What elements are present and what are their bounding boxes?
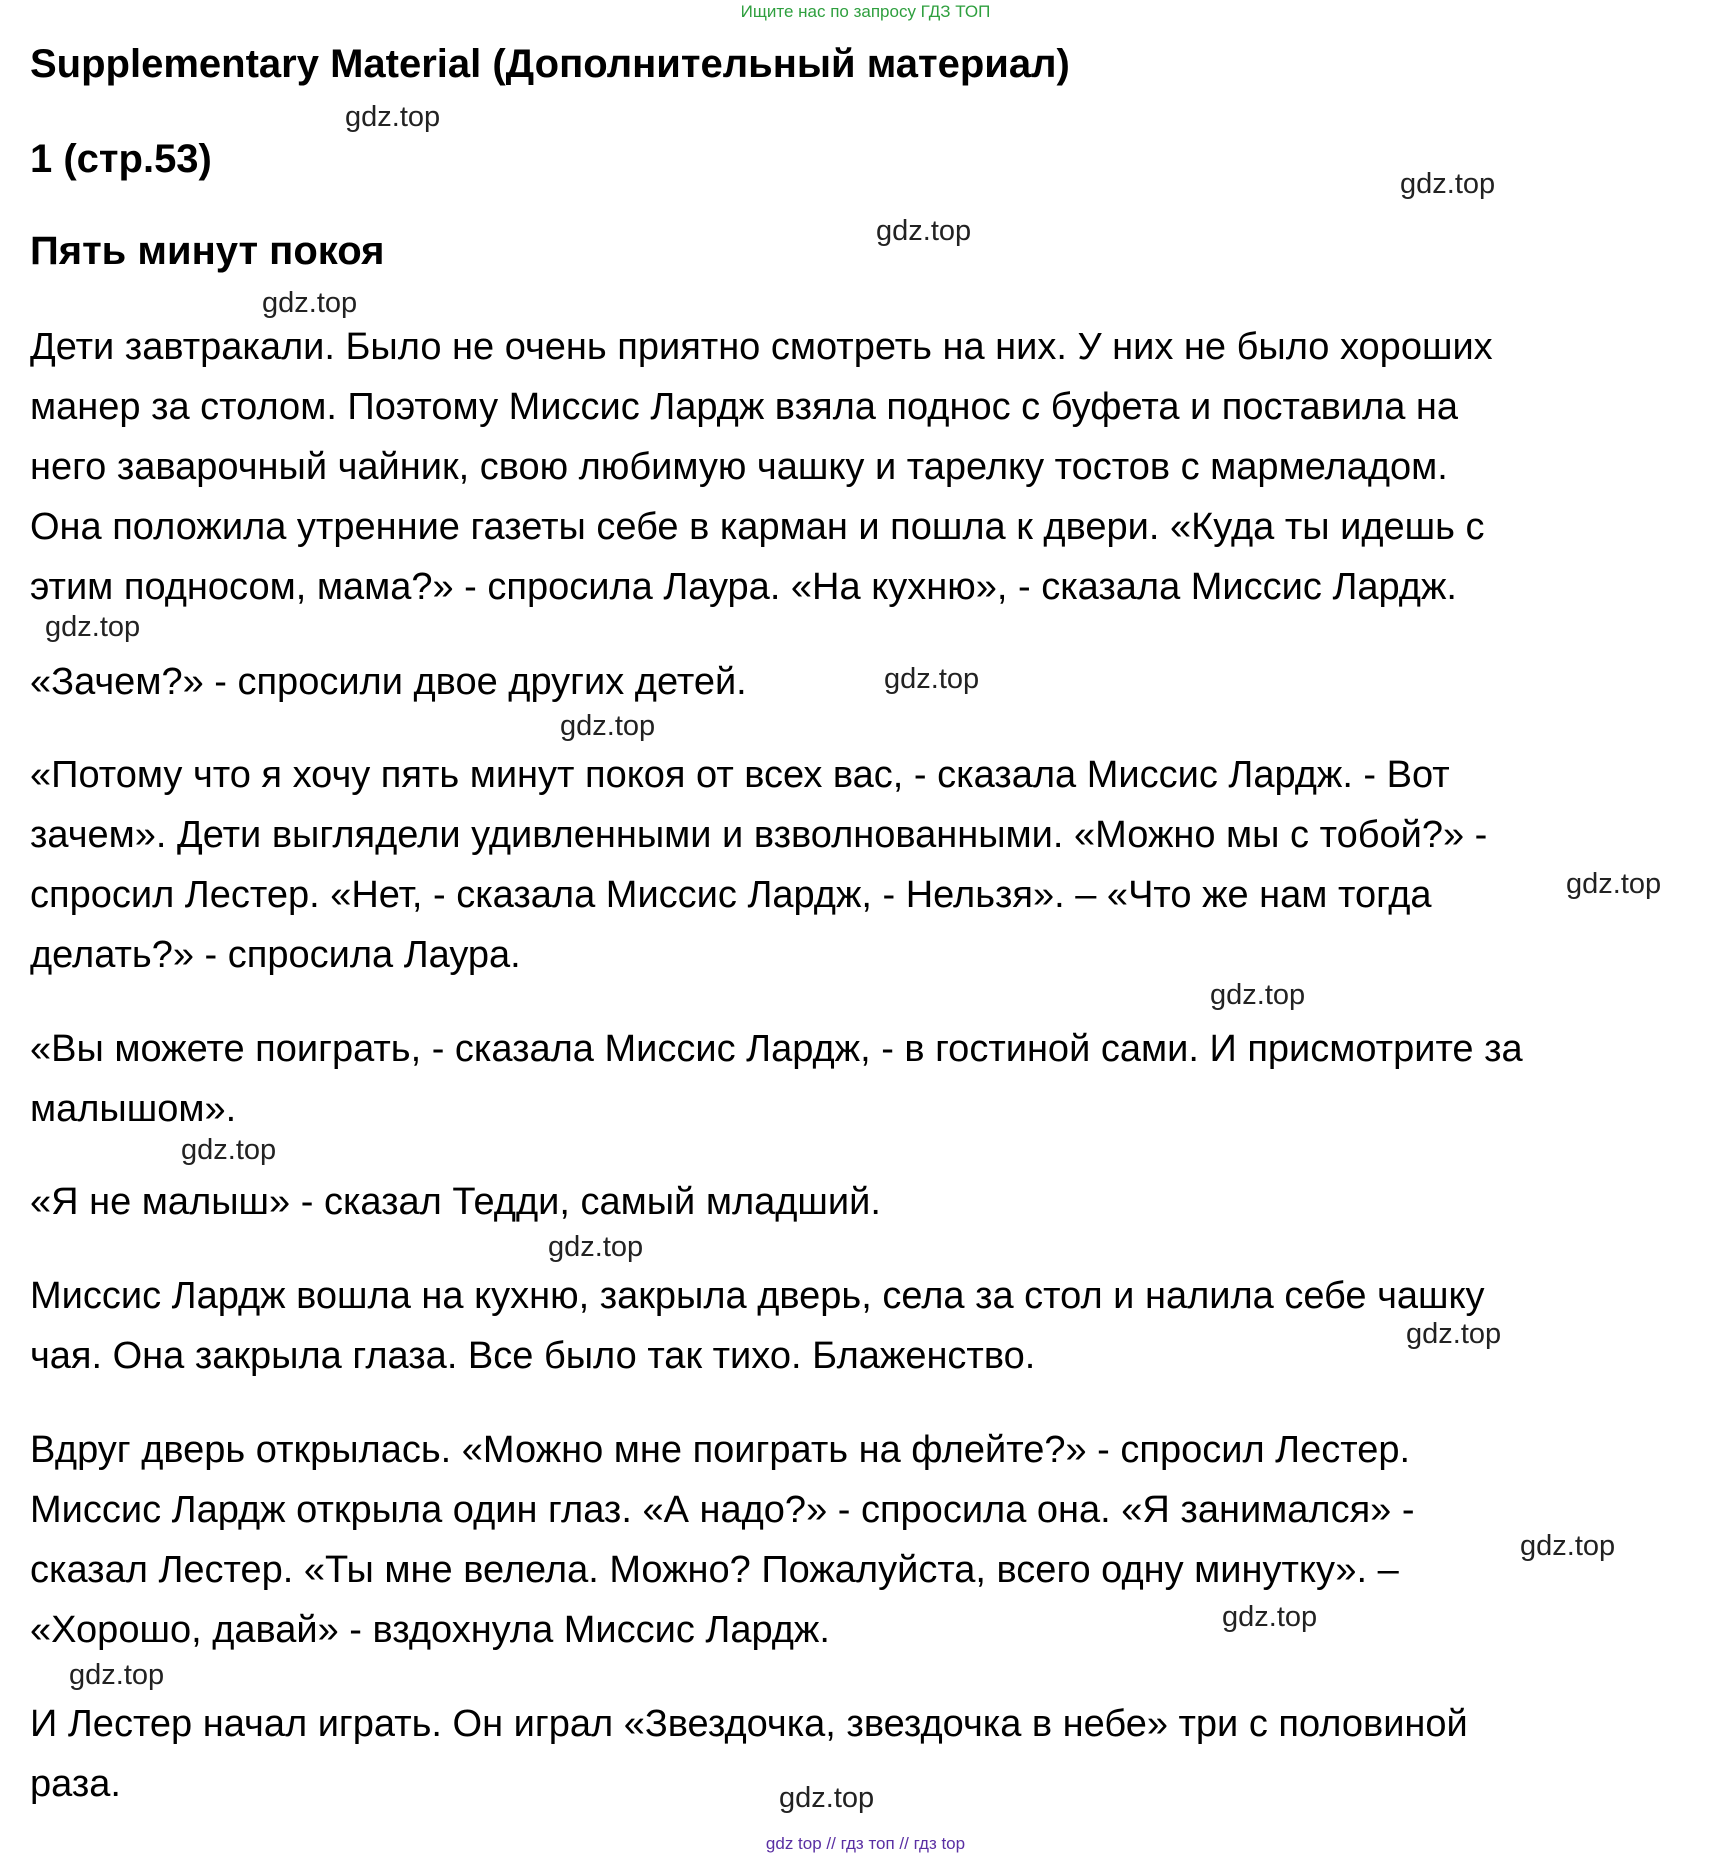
paragraph [30, 317, 1710, 617]
paragraph [30, 1172, 1710, 1232]
text-line: «Вы можете поиграть, - сказала Миссис Лардж, - в гостиной сами. И присмотрите за [30, 1028, 1523, 1070]
text-line: Дети завтракали. Было не очень приятно смотреть на них. У них не было хороших [30, 326, 1493, 368]
watermark: gdz.top [262, 287, 358, 319]
watermark: gdz.top [1400, 168, 1496, 200]
text-line: «Я не малыш» - сказал Тедди, самый младший. [30, 1181, 881, 1223]
text-line: И Лестер начал играть. Он играл «Звездочка, звездочка в небе» три с половиной [30, 1703, 1468, 1745]
paragraph [30, 1019, 1710, 1139]
paragraph [30, 745, 1710, 985]
paragraph [30, 652, 1710, 712]
paragraph [30, 1420, 1710, 1660]
text-line: Она положила утренние газеты себе в карман и пошла к двери. «Куда ты идешь с [30, 506, 1485, 548]
text-line: Миссис Лардж открыла один глаз. «А надо?» - спросила она. «Я занимался» - [30, 1489, 1415, 1531]
watermark: gdz.top [884, 663, 980, 695]
watermark: gdz.top [181, 1134, 277, 1166]
watermark: gdz.top [1210, 979, 1306, 1011]
text-line: этим подносом, мама?» - спросила Лаура. «На кухню», - сказала Миссис Лардж. [30, 566, 1457, 608]
watermark: gdz.top [548, 1231, 644, 1263]
text-line: него заварочный чайник, свою любимую чашку и тарелку тостов с мармеладом. [30, 446, 1448, 488]
text-line: зачем». Дети выглядели удивленными и взволнованными. «Можно мы с тобой?» - [30, 814, 1488, 856]
watermark: gdz.top [1406, 1318, 1502, 1350]
watermark: gdz.top [779, 1782, 875, 1814]
watermark: gdz.top [69, 1659, 165, 1691]
watermark: gdz.top [1566, 868, 1662, 900]
text-line: Миссис Лардж вошла на кухню, закрыла дверь, села за стол и налила себе чашку [30, 1275, 1485, 1317]
text-line: «Хорошо, давай» - вздохнула Миссис Лардж. [30, 1609, 830, 1651]
watermark: gdz.top [1520, 1530, 1616, 1562]
text-line: Вдруг дверь открылась. «Можно мне поиграть на флейте?» - спросил Лестер. [30, 1429, 1411, 1471]
text-line: сказал Лестер. «Ты мне велела. Можно? Пожалуйста, всего одну минутку». – [30, 1549, 1399, 1591]
text-line: манер за столом. Поэтому Миссис Лардж взяла поднос с буфета и поставила на [30, 386, 1459, 428]
footer-links[interactable]: gdz top // гдз топ // гдз top [765, 1834, 966, 1853]
text-line: «Зачем?» - спросили двое других детей. [30, 661, 747, 703]
watermark: gdz.top [876, 215, 972, 247]
text-line: «Потому что я хочу пять минут покоя от всех вас, - сказала Миссис Лардж. - Вот [30, 754, 1450, 796]
watermark: gdz.top [1222, 1601, 1318, 1633]
text-line: спросил Лестер. «Нет, - сказала Миссис Лардж, - Нельзя». – «Что же нам тогда [30, 874, 1432, 916]
text-line: раза. [30, 1763, 121, 1805]
text-line: делать?» - спросила Лаура. [30, 934, 521, 976]
watermark: gdz.top [560, 710, 656, 742]
document-title: Supplementary Material (Дополнительный материал) [30, 42, 1070, 86]
text-line: чая. Она закрыла глаза. Все было так тихо. Блаженство. [30, 1335, 1036, 1377]
text-line: малышом». [30, 1088, 237, 1130]
watermark: gdz.top [45, 611, 141, 643]
top-banner[interactable]: Ищите нас по запросу ГДЗ ТОП [740, 2, 991, 21]
watermark: gdz.top [345, 101, 441, 133]
story-title: Пять минут покоя [30, 229, 385, 273]
section-number: 1 (стр.53) [30, 137, 212, 181]
